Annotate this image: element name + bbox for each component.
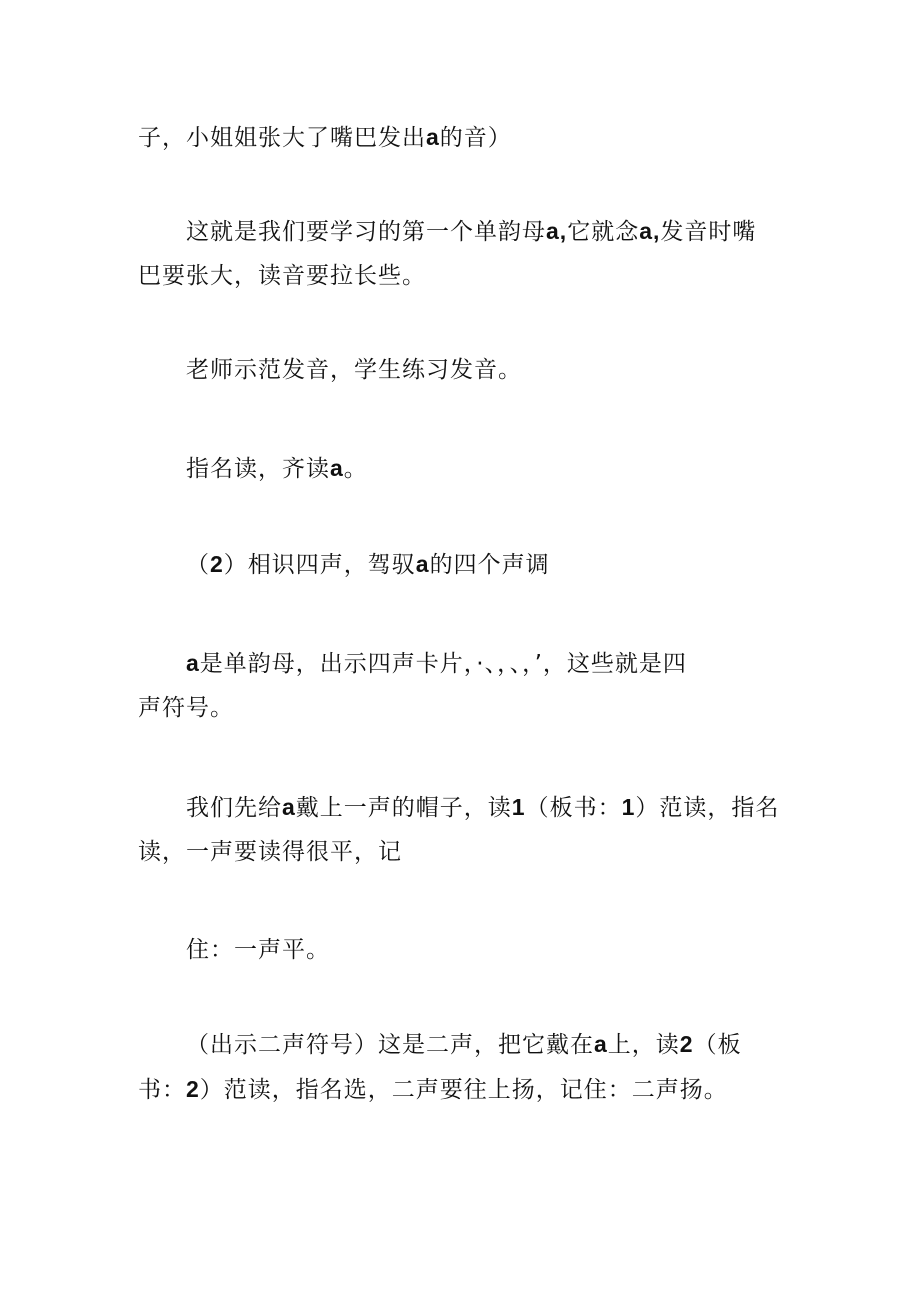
paragraph-4 — [138, 446, 788, 491]
bold-pinyin-run: a — [594, 1031, 608, 1057]
text-run: 发音时嘴 — [660, 219, 757, 245]
bold-pinyin-run: a, — [639, 218, 661, 244]
text-line — [138, 1022, 788, 1067]
text-run: 声符号。 — [138, 695, 234, 721]
paragraph-6 — [138, 641, 788, 730]
text-run: 子，小姐姐张大了嘴巴发出 — [138, 125, 426, 151]
paragraph-9 — [138, 1022, 788, 1112]
paragraph-1 — [138, 115, 788, 160]
text-run: ）范读，指名选，二声要往上扬，记住：二声扬。 — [199, 1077, 728, 1103]
text-line — [138, 254, 788, 298]
text-run: 。 — [343, 456, 368, 482]
bold-pinyin-run: 2 — [186, 1076, 200, 1102]
text-run: （出示二声符号）这是二声，把它戴在 — [186, 1032, 594, 1058]
paragraph-2 — [138, 209, 788, 298]
text-line — [138, 928, 788, 972]
bold-pinyin-run: 1 — [621, 794, 636, 820]
paragraph-7 — [138, 785, 788, 874]
text-run: ）相识四声，驾驭 — [223, 552, 416, 578]
text-run: 书： — [138, 1077, 186, 1103]
bold-pinyin-run: 1 — [511, 794, 526, 820]
text-run: 住：一声平。 — [186, 937, 330, 963]
text-run: （板书： — [525, 795, 622, 821]
paragraph-5 — [138, 542, 788, 587]
text-run: 这就是我们要学习的第一个单韵母 — [186, 219, 546, 245]
text-run: 我们先给 — [186, 795, 282, 821]
bold-pinyin-run: 2 — [210, 551, 224, 577]
bold-pinyin-run: a — [426, 124, 440, 150]
text-run: 读，一声要读得很平，记 — [138, 839, 402, 865]
bold-pinyin-run: a — [282, 794, 296, 820]
text-line — [138, 830, 788, 874]
text-run: 的音） — [439, 125, 512, 151]
text-line — [138, 686, 788, 730]
text-line — [138, 542, 788, 587]
text-run: 上，读 — [607, 1032, 680, 1058]
text-run: 它就念 — [567, 219, 640, 245]
text-line — [138, 348, 788, 392]
text-run: 是单韵母，出示四声卡片，·、，、，’，这些就是四 — [199, 651, 687, 677]
text-line — [138, 641, 788, 686]
paragraph-3 — [138, 348, 788, 392]
text-run: 的四个声调 — [429, 552, 550, 578]
text-line — [138, 785, 788, 830]
text-run: 老师示范发音，学生练习发音。 — [186, 357, 522, 383]
text-line — [138, 209, 788, 254]
text-line — [138, 115, 788, 160]
text-run: 巴要张大，读音要拉长些。 — [138, 263, 426, 289]
text-run: （ — [186, 552, 210, 578]
bold-pinyin-run: a — [330, 455, 344, 481]
text-run: ）范读，指名 — [635, 795, 780, 821]
text-line — [138, 1067, 788, 1112]
text-run: （板 — [693, 1032, 742, 1058]
paragraph-8 — [138, 928, 788, 972]
text-run: 指名读，齐读 — [186, 456, 330, 482]
text-line — [138, 446, 788, 491]
bold-pinyin-run: 2 — [679, 1031, 694, 1057]
text-run: 戴上一声的帽子，读 — [295, 795, 512, 821]
bold-pinyin-run: a — [186, 650, 200, 676]
bold-pinyin-run: a, — [546, 218, 568, 244]
bold-pinyin-run: a — [415, 551, 430, 577]
